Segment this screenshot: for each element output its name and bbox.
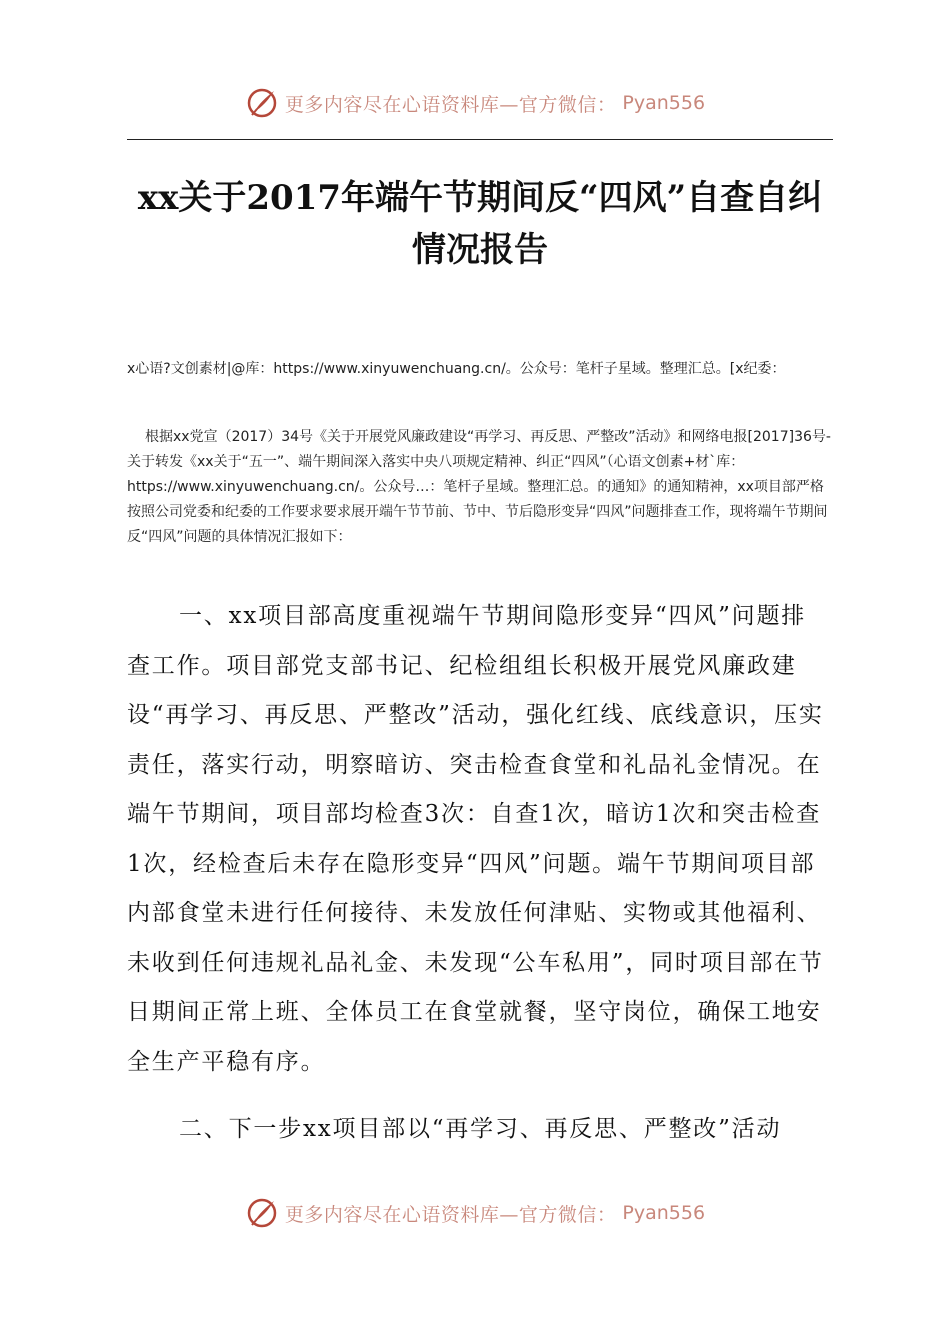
- quill-logo-icon: [245, 86, 279, 120]
- banner-text: 更多内容尽在心语资料库—官方微信：: [284, 93, 617, 116]
- header-divider: [127, 139, 833, 140]
- banner-text: 更多内容尽在心语资料库—官方微信：: [284, 1203, 617, 1226]
- footer-banner: [0, 1192, 950, 1234]
- wechat-id: Pyan556: [622, 1202, 706, 1224]
- header-banner: [0, 82, 950, 124]
- document-title: xx关于2017年端午节期间反“四风”自查自纠情况报告: [137, 178, 823, 270]
- wechat-id: Pyan556: [622, 92, 706, 114]
- body-paragraph-2: 二、下一步xx项目部以“再学习、再反思、严整改”活动: [179, 1116, 782, 1142]
- body-paragraph-1: 一、xx项目部高度重视端午节期间隐形变异“四风”问题排查工作。项目部党支部书记、纪检组组长积极开展党风廉政建设“再学习、再反思、严整改”活动，强化红线、底线意识，压实责任，落实行动，明察暗访、突击检查食堂和礼品礼金情况。在端午节期间，项目部均检查3次：自查1次，暗访1次和突击检查1次，经检查后未存在隐形变异“四风”问题。端午节期间项目部内部食堂未进行任何接待、未发放任何津贴、实物或其他福利、未收到任何违规礼品礼金、未发现“公车私用”，同时项目部在节日期间正常上班、全体员工在食堂就餐，坚守岗位，确保工地安全生产平稳有序。: [127, 603, 824, 1075]
- source-line: x心语?文创素材|@库：https://www.xinyuwenchuang.cn/。公众号：笔杆子星域。整理汇总。[x纪委：: [127, 361, 786, 377]
- banner: [245, 86, 705, 120]
- quill-logo-icon: [245, 1196, 279, 1230]
- intro-paragraph: 根据xx党宣（2017）34号《关于开展党风廉政建设“再学习、再反思、严整改”活动》和网络电报[2017]36号-关于转发《xx关于“五一”、端午期间深入落实中央八项规定精神、纠正“四风”（心语文创素+材`库：https://www.xinyuwenchuang.cn/。公众号…：笔杆子星域。整理汇总。的通知》的通知精神，xx项目部严格按照公司党委和纪委的工作要求要求展开端午节节前、节中、节后隐形变异“四风”问题排查工作，现将端午节期间反“四风”问题的具体情况汇报如下：: [127, 429, 831, 545]
- banner: [245, 1196, 705, 1230]
